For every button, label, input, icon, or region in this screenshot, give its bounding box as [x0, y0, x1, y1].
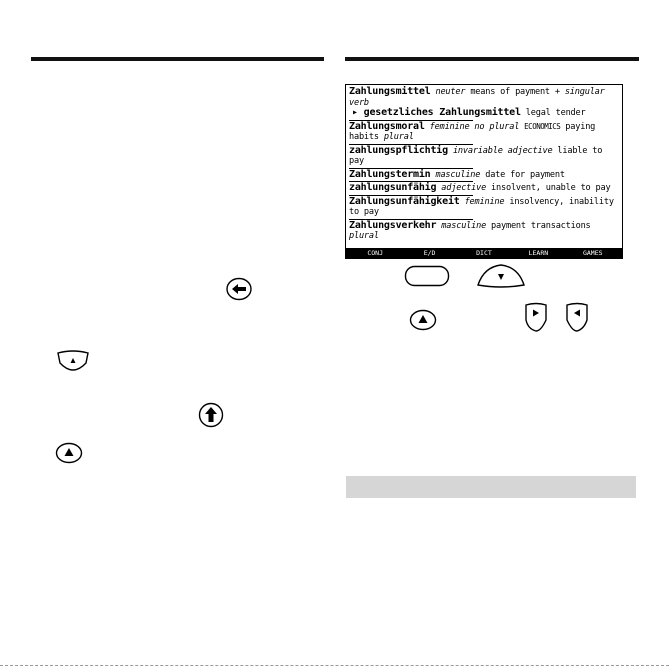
menu-item-dict[interactable]: DICT [476, 249, 492, 257]
blank-key-icon [404, 265, 450, 287]
entry-pos: feminine [464, 196, 505, 207]
down-arrow-key-icon [476, 263, 526, 289]
entry-translation: payment transactions [491, 220, 591, 231]
left-column-rule [31, 57, 324, 61]
entry-headword: Zahlungsunfähigkeit [349, 195, 460, 207]
entry-translation: insolvent, unable to pay [491, 183, 611, 193]
page-bottom-border [0, 665, 669, 666]
entry-pos: neuter [435, 87, 466, 97]
entry-headword: zahlungsunfähig [349, 182, 437, 193]
entry-extra-pos: plural [383, 132, 414, 142]
menu-item-games[interactable]: GAMES [582, 249, 603, 257]
section-heading-bar [346, 476, 636, 498]
dictionary-entry[interactable] [349, 183, 619, 194]
up-arrow-key-icon [55, 442, 83, 464]
dictionary-entry[interactable] [349, 170, 619, 181]
entry-extra-pos: singular verb [349, 87, 605, 108]
entry-translation: legal tender [525, 108, 586, 118]
menu-item-learn[interactable]: LEARN [528, 249, 549, 257]
device-screen [345, 84, 623, 259]
down-arrow-key-icon [56, 350, 90, 374]
right-column-rule [345, 57, 639, 61]
entry-pos: masculine [441, 220, 487, 231]
dictionary-entry[interactable] [349, 122, 619, 143]
entry-pos: feminine no plural [429, 121, 520, 132]
dictionary-subentry[interactable] [349, 108, 619, 119]
dictionary-entry[interactable] [349, 146, 619, 167]
left-arrow-key-icon [564, 302, 590, 332]
entry-headword: zahlungspflichtig [349, 144, 448, 156]
entry-translation: insolvency, inability to pay [349, 196, 614, 217]
shift-up-arrow-key-icon [198, 402, 224, 428]
entry-extra-pos: plural [349, 231, 379, 241]
right-arrow-key-icon [523, 302, 549, 332]
back-arrow-key-icon [226, 277, 252, 301]
entry-translation: paying habits [349, 121, 596, 142]
dictionary-entry[interactable] [349, 221, 619, 242]
entry-translation: liable to pay [349, 145, 603, 166]
entry-headword: Zahlungsverkehr [349, 219, 437, 231]
entry-headword: Zahlungsmittel [349, 86, 431, 97]
entry-headword: Zahlungsmoral [349, 120, 425, 132]
entry-pos: invariable adjective [452, 145, 553, 156]
up-arrow-key-icon [409, 309, 437, 331]
entry-pos: adjective [441, 183, 487, 193]
menu-item-e-d[interactable]: E/D [423, 249, 436, 257]
dictionary-entry[interactable] [349, 87, 619, 108]
entry-pos: masculine [435, 169, 481, 180]
dictionary-entry[interactable] [349, 197, 619, 218]
entry-translation: date for payment [485, 169, 565, 180]
entry-translation: means of payment + [470, 87, 560, 97]
dictionary-entry-list [349, 87, 619, 242]
entry-domain: ECONOMICS [524, 121, 561, 131]
subentry-headword: ▸ gesetzliches Zahlungsmittel [352, 107, 521, 118]
screen-menu-bar [346, 248, 622, 258]
menu-item-conj[interactable]: CONJ [367, 249, 384, 257]
entry-headword: Zahlungstermin [349, 168, 431, 180]
